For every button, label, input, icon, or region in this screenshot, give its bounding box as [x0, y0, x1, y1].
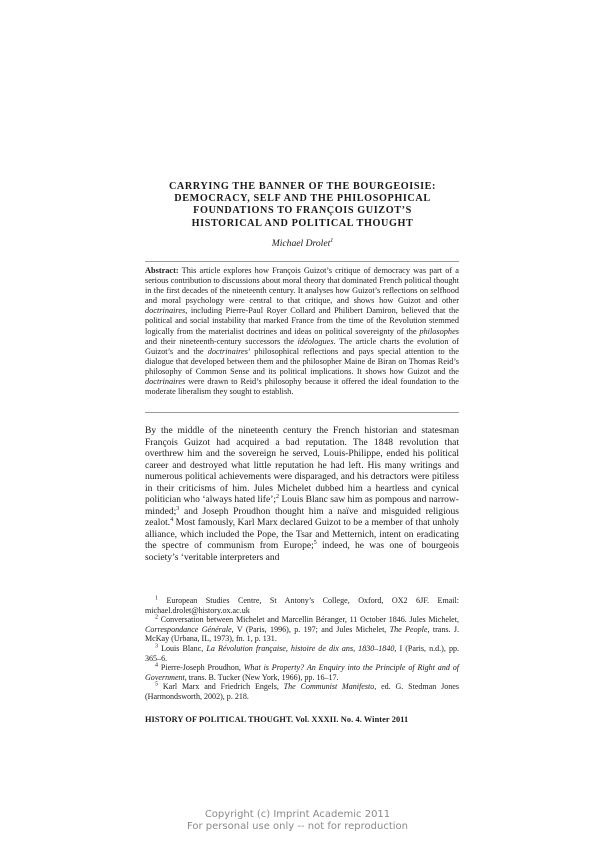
abstract-text: , including Pierre-Paul Royer Collard and Philibert Damiron, believed that the political and social instability that marked France from the time of the Revolution stemmed logically from the materialist doctrines and ideas on political sovereignty of the — [145, 306, 459, 336]
footnote-text: , V (Paris, 1996), p. 197; and Jules Michelet, — [231, 624, 390, 634]
footnote-ref[interactable]: 2 — [276, 494, 280, 501]
title-line: DEMOCRACY, SELF AND THE PHILOSOPHICAL — [174, 193, 431, 205]
footnote-text: Conversation between Michelet and Marcellin Béranger, 11 October 1846. Jules Michelet, — [160, 615, 459, 625]
abstract-text: . The article charts the evolution of Guizot’s and the — [145, 336, 459, 356]
title-line: CARRYING THE BANNER OF THE BOURGEOISIE: — [168, 181, 437, 192]
footnote — [145, 663, 459, 682]
body-text-run: indeed, he was one of bourgeois society’s ‘veritable interpreters and — [145, 540, 459, 564]
footnote-number: 2 — [155, 614, 158, 621]
author-footnote-mark: 1 — [330, 238, 334, 244]
journal-citation: HISTORY OF POLITICAL THOUGHT. Vol. XXXII. No. 4. Winter 2011 — [145, 715, 409, 724]
footnote-italic-title: The People — [389, 624, 428, 634]
abstract-top-rule — [145, 261, 459, 262]
footnote — [145, 596, 459, 615]
title-line: HISTORICAL AND POLITICAL THOUGHT — [191, 217, 414, 229]
footnote-text: Louis Blanc, — [161, 643, 207, 653]
footnote-text: Pierre-Joseph Proudhon, — [160, 663, 244, 673]
footnote-italic-title: The Communist Manifesto — [283, 682, 375, 692]
footnote-text: Karl Marx and Friedrich Engels, — [162, 682, 284, 692]
footnote-text: , trans. J. McKay (Urbana, IL, 1973), fn. 1, p. 131. — [145, 624, 460, 644]
abstract-italic-term: philosophes — [419, 326, 459, 336]
footnote-text: , ed. G. Stedman Jones (Harmondsworth, 2002), p. 218. — [145, 682, 459, 701]
author-byline — [145, 238, 460, 249]
body-paragraph — [145, 425, 459, 564]
title-line: FOUNDATIONS TO FRANÇOIS GUIZOT’S — [193, 205, 412, 217]
abstract-text: were drawn to Reid’s philosophy because it offered the ideal foundation to the moderate liberalism they sought to establish. — [145, 377, 459, 397]
footnote-number: 4 — [155, 662, 158, 669]
copyright-usage-line: For personal use only -- not for reproduction — [187, 821, 408, 832]
footnote-italic-title: What is Property? An Enquiry into the Principle of Right and of Government — [145, 663, 459, 682]
footnote — [145, 615, 459, 644]
footnote-text: , trans. B. Tucker (New York, 1966), pp. 16–17. — [184, 672, 339, 682]
body-text-run: and Joseph Proudhon thought him a naïve and misguided religious zealot. — [145, 505, 459, 529]
footnote-italic-title: La Révolution française, histoire de dix ans, 1830–1840 — [206, 643, 395, 653]
footnote-ref[interactable]: 3 — [176, 505, 180, 512]
abstract-italic-term: doctrinaires — [145, 377, 186, 387]
body-text — [145, 425, 459, 564]
body-text-run: By the middle of the nineteenth century the French historian and statesman François Guizot had acquired a bad reputation. The 1848 revolution that overthrew him and the sovereign he served, Louis-Philippe, ended his political career and destroyed what little reputation he had left. His many writings and numerous political achievements were disparaged, and his detractors were pitiless in their criticisms of him. Jules Michelet dubbed him a heartless and cynical politician who ‘always hated life’; — [145, 425, 459, 506]
abstract-italic-term: idéologues — [297, 336, 334, 346]
body-text-run: Louis Blanc saw him as pompous and narrow-minded; — [145, 494, 459, 517]
abstract-italic-term: doctrinaires — [207, 346, 248, 356]
footnote-ref[interactable]: 4 — [170, 517, 174, 524]
footnote-number: 5 — [155, 681, 158, 688]
footnote-number: 3 — [155, 643, 158, 650]
footnote — [145, 682, 459, 701]
article-title — [145, 181, 460, 230]
author-name: Michael Drolet — [271, 238, 331, 250]
copyright-line: Copyright (c) Imprint Academic 2011 — [204, 809, 391, 820]
footnote-text: , I (Paris, n.d.), pp. 365–6. — [145, 643, 460, 663]
footnotes — [145, 596, 459, 702]
footnote — [145, 644, 459, 663]
body-text-run: Most famously, Karl Marx declared Guizot to be a member of that unholy alliance, which included the Pope, the Tsar and Metternich, intent on eradicating the spectre of communism from Europe; — [145, 517, 459, 552]
footnote-italic-title: Correspondance Générale — [145, 624, 232, 634]
abstract-bottom-rule — [145, 412, 459, 413]
copyright-notice — [0, 809, 595, 833]
abstract — [145, 266, 459, 397]
footnote-ref[interactable]: 5 — [313, 540, 317, 547]
abstract-italic-term: doctrinaires — [145, 306, 186, 316]
abstract-label: Abstract: — [145, 266, 179, 275]
abstract-text: ’ philosophical reflections and pays special attention to the dialogue that developed between them and the philosopher Maine de Biran on Thomas Reid’s philosophy of Common Sense and its political implications. It shows how Guizot and the — [145, 346, 459, 376]
abstract-text: This article explores how François Guizot’s critique of democracy was part of a serious contribution to discussions about moral theory that dominated French political thought in the first decades of the nineteenth century. It analyses how Guizot’s reflections on selfhood and moral psychology were central to that critique, and shows how Guizot and other — [145, 266, 459, 306]
footnote-number: 1 — [155, 595, 158, 602]
footnote-text: European Studies Centre, St Antony’s College, Oxford, OX2 6JF. Email: michael.drolet@history.ox.ac.uk — [145, 596, 459, 615]
abstract-text: and their nineteenth-century successors the — [145, 336, 298, 346]
